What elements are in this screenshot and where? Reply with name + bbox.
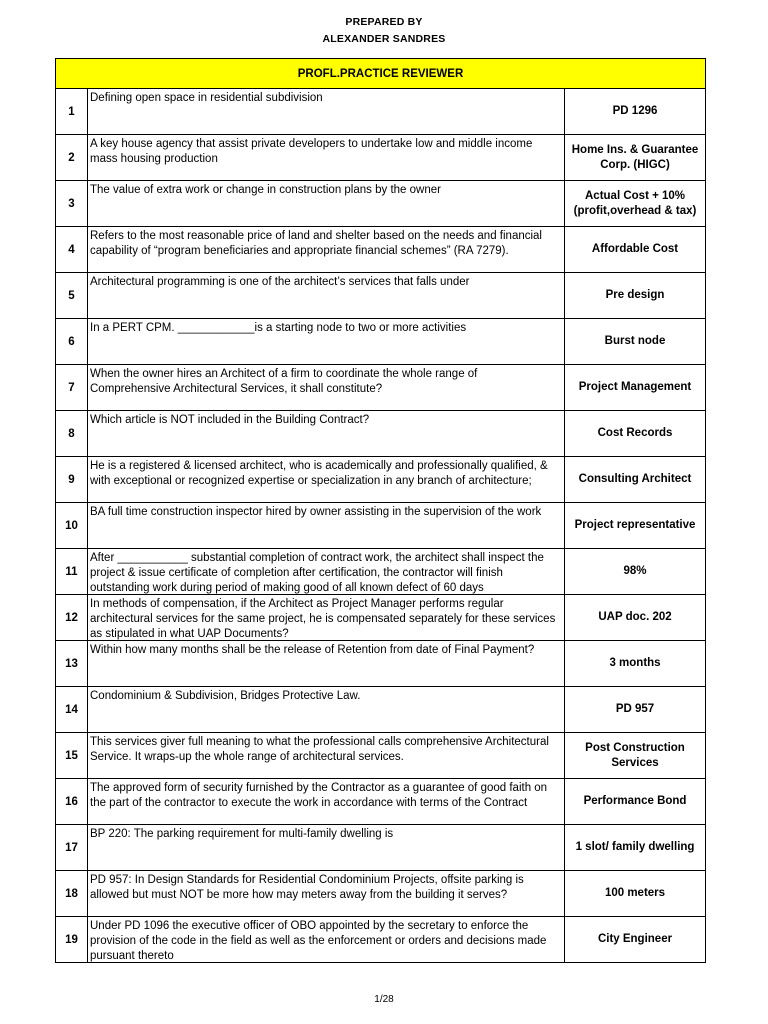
question-cell [88,779,565,825]
question-number: 18 [56,871,88,917]
question-text: Architectural programming is one of the architect’s services that falls under [90,276,470,288]
answer-cell: 98% [565,549,706,595]
question-number: 17 [56,825,88,871]
question-text: BA full time construction inspector hired by owner assisting in the supervision of the work [90,506,542,518]
question-text: In methods of compensation, if the Architect as Project Manager performs regular architectural services for the same project, he is compensated separately for these services as stipulated in what UAP Documents? [90,598,556,640]
question-text: Under PD 1096 the executive officer of OBO appointed by the secretary to enforce the provision of the code in the field as well as the enforcement or orders and decisions made pursuant thereto [90,920,547,962]
question-number: 2 [56,135,88,181]
table-row [56,319,706,365]
question-number: 3 [56,181,88,227]
question-number: 9 [56,457,88,503]
author-name: ALEXANDER SANDRES [322,33,446,45]
table-row [56,273,706,319]
question-cell [88,181,565,227]
question-number: 10 [56,503,88,549]
reviewer-table [55,58,706,963]
table-row [56,411,706,457]
table-row [56,687,706,733]
question-number: 19 [56,917,88,963]
answer-cell: Post Construction Services [565,733,706,779]
question-cell [88,411,565,457]
question-number: 5 [56,273,88,319]
question-cell [88,871,565,917]
answer-cell: Home Ins. & Guarantee Corp. (HIGC) [565,135,706,181]
question-cell [88,457,565,503]
question-cell [88,273,565,319]
question-number: 7 [56,365,88,411]
question-number: 15 [56,733,88,779]
question-text: Condominium & Subdivision, Bridges Protective Law. [90,690,361,702]
answer-cell: PD 957 [565,687,706,733]
question-number: 14 [56,687,88,733]
answer-cell: Affordable Cost [565,227,706,273]
question-text: After ___________ substantial completion of contract work, the architect shall inspect the project & issue certificate of completion after certification, the contractor will finish outstanding work during period of making good of all known defect of 60 days [90,552,544,594]
question-text: In a PERT CPM. ____________is a starting node to two or more activities [90,322,467,334]
question-cell [88,503,565,549]
question-text: Within how many months shall be the release of Retention from date of Final Payment? [90,644,535,656]
table-row [56,89,706,135]
question-cell [88,227,565,273]
question-number: 13 [56,641,88,687]
question-number: 16 [56,779,88,825]
question-text: The approved form of security furnished by the Contractor as a guarantee of good faith on the part of the contractor to execute the work in accordance with terms of the Contract [90,782,548,809]
table-row [56,871,706,917]
answer-cell: Performance Bond [565,779,706,825]
answer-cell: Project Management [565,365,706,411]
table-row [56,365,706,411]
document-header [0,14,768,48]
prepared-by-label: PREPARED BY [345,16,423,28]
answer-cell: UAP doc. 202 [565,595,706,641]
question-cell [88,825,565,871]
question-text: BP 220: The parking requirement for multi-family dwelling is [90,828,394,840]
question-number: 1 [56,89,88,135]
answer-cell: Pre design [565,273,706,319]
question-text: When the owner hires an Architect of a firm to coordinate the whole range of Comprehensive Architectural Services, it shall constitute? [90,368,478,395]
table-row [56,135,706,181]
question-cell [88,549,565,595]
question-number: 4 [56,227,88,273]
table-row [56,457,706,503]
table-row [56,917,706,963]
question-number: 6 [56,319,88,365]
answer-cell: 100 meters [565,871,706,917]
page-number: 1/28 [374,994,394,1005]
table-row [56,503,706,549]
table-row [56,825,706,871]
question-text: Which article is NOT included in the Building Contract? [90,414,370,426]
table-row [56,181,706,227]
question-cell [88,641,565,687]
question-number: 8 [56,411,88,457]
answer-cell: Project representative [565,503,706,549]
question-text: PD 957: In Design Standards for Residential Condominium Projects, offsite parking is allowed but must NOT be more how may meters away from the building it serves? [90,874,524,901]
question-cell [88,365,565,411]
question-number: 12 [56,595,88,641]
question-text: Refers to the most reasonable price of land and shelter based on the needs and financial capability of “program beneficiaries and appropriate financial schemes” (RA 7279). [90,230,542,257]
table-row [56,549,706,595]
answer-cell: 3 months [565,641,706,687]
table-title: PROFL.PRACTICE REVIEWER [56,59,706,89]
question-cell [88,319,565,365]
question-cell [88,733,565,779]
table-row [56,733,706,779]
question-cell [88,595,565,641]
question-text: Defining open space in residential subdivision [90,92,323,104]
question-cell [88,135,565,181]
question-text: This services giver full meaning to what the professional calls comprehensive Architectural Service. It wraps-up the whole range of architectural services. [90,736,549,763]
question-cell [88,687,565,733]
table-row [56,641,706,687]
answer-cell: Consulting Architect [565,457,706,503]
question-number: 11 [56,549,88,595]
answer-cell: Burst node [565,319,706,365]
table-row [56,779,706,825]
question-cell [88,917,565,963]
question-cell [88,89,565,135]
answer-cell: 1 slot/ family dwelling [565,825,706,871]
table-row [56,595,706,641]
answer-cell: PD 1296 [565,89,706,135]
question-text: He is a registered & licensed architect, who is academically and professionally qualified, & with exceptional or recognized expertise or specialization in any branch of architecture; [90,460,548,487]
table-row [56,227,706,273]
answer-cell: Actual Cost + 10%(profit,overhead & tax) [565,181,706,227]
answer-cell: Cost Records [565,411,706,457]
question-text: A key house agency that assist private developers to undertake low and middle income mass housing production [90,138,533,165]
answer-cell: City Engineer [565,917,706,963]
question-text: The value of extra work or change in construction plans by the owner [90,184,441,196]
